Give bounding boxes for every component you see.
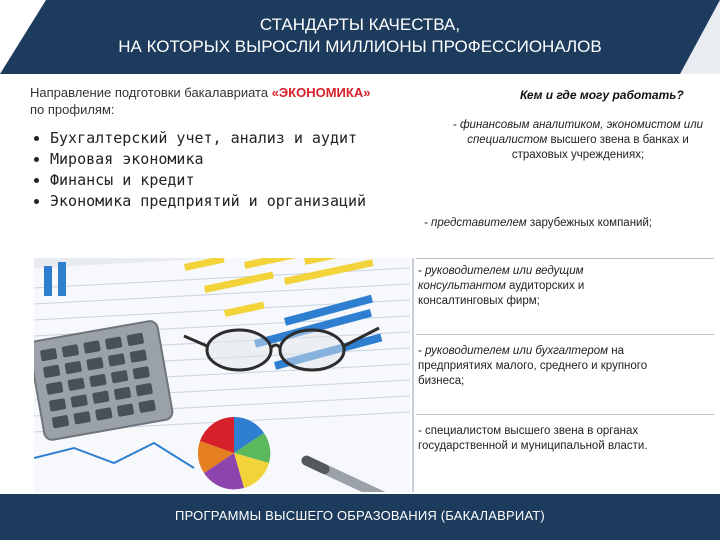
profiles-list [28, 128, 440, 212]
calculator-illustration [34, 320, 174, 441]
title-line-2: НА КОТОРЫХ ВЫРОСЛИ МИЛЛИОНЫ ПРОФЕССИОНАЛОВ [118, 37, 602, 56]
career-divider [416, 334, 714, 335]
header-corner-left [0, 0, 46, 74]
profile-item: • Финансы и кредит [50, 170, 440, 191]
footer-banner [0, 494, 720, 540]
career-role: - руководителем или ведущим консультантом [418, 265, 584, 292]
career-rest: на предприятиях малого, среднего и крупного бизнеса; [418, 345, 648, 387]
careers-side-bar [412, 258, 414, 492]
profile-item: • Мировая экономика [50, 149, 440, 170]
career-rest: высшего звена в банках и страховых учреждениях; [511, 134, 689, 161]
career-role: - руководителем или бухгалтером [418, 345, 609, 357]
career-divider [416, 258, 714, 259]
career-item [418, 424, 694, 454]
career-item [424, 216, 714, 231]
intro-by-profiles: по профилям: [30, 102, 115, 117]
header-corner-right [680, 0, 720, 74]
career-divider [416, 414, 714, 415]
career-item [418, 344, 686, 389]
profile-item: • Экономика предприятий и организаций [50, 191, 440, 212]
career-item [418, 264, 654, 309]
photo-illustration [34, 258, 410, 492]
program-name: «ЭКОНОМИКА» [271, 85, 371, 100]
career-rest: аудиторских и консалтинговых фирм; [418, 280, 585, 307]
intro-prefix: Направление подготовки бакалавриата [30, 85, 272, 100]
footer-text: ПРОГРАММЫ ВЫСШЕГО ОБРАЗОВАНИЯ (БАКАЛАВРИАТ) [175, 508, 545, 523]
career-role: - финансовым аналитиком, экономистом или специалистом [452, 119, 704, 146]
career-item [450, 118, 706, 163]
profile-item: • Бухгалтерский учет, анализ и аудит [50, 128, 440, 149]
careers-question: Кем и где могу работать? [520, 88, 684, 102]
page-title [60, 14, 660, 58]
career-role: - представителем [424, 217, 527, 229]
title-line-1: СТАНДАРТЫ КАЧЕСТВА, [259, 15, 461, 34]
career-rest: - специалистом высшего звена в органах государственной и муниципальной власти. [418, 425, 648, 452]
header-banner [0, 0, 720, 74]
intro-text [30, 84, 470, 118]
pie-chart-illustration [198, 417, 270, 489]
finance-photo [34, 258, 410, 492]
career-rest: зарубежных компаний; [529, 217, 653, 229]
